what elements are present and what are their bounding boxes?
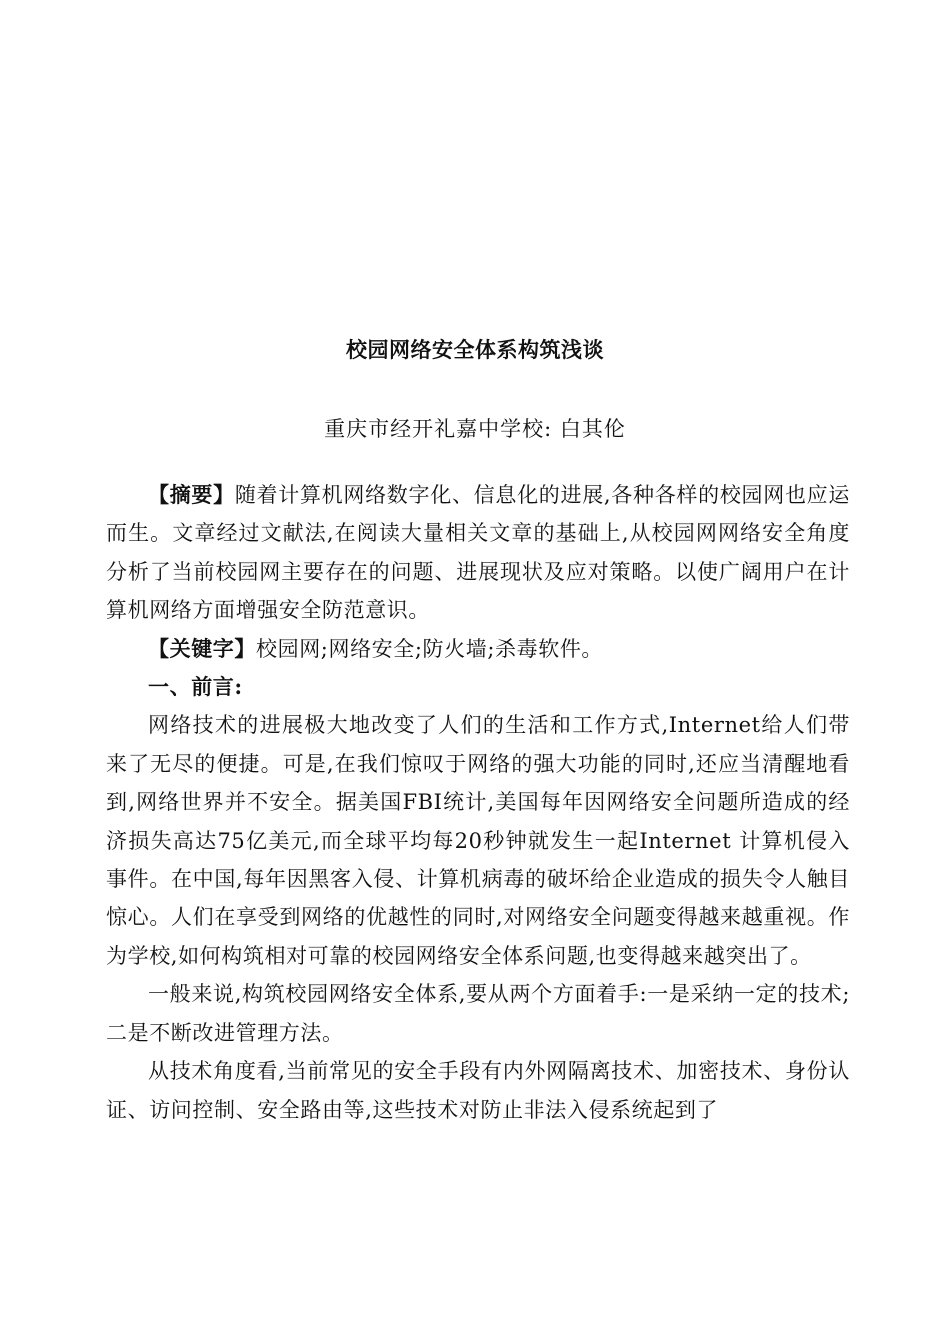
abstract-label: 【摘要】 bbox=[148, 482, 235, 507]
body-paragraph: 网络技术的进展极大地改变了人们的生活和工作方式,Internet给人们带来了无尽的便捷。可是,在我们惊叹于网络的强大功能的同时,还应当清醒地看到,网络世界并不安全。据美国FBI统计,美国每年因网络安全问题所造成的经济损失高达75亿美元,而全球平均每20秒钟就发生一起Internet 计算机侵入事件。在中国,每年因黑客入侵、计算机病毒的破坏给企业造成的损失令人触目惊心。人们在享受到网络的优越性的同时,对网络安全问题变得越来越重视。作为学校,如何构筑相对可靠的校园网络安全体系问题,也变得越来越突出了。 bbox=[106, 713, 850, 968]
section-heading: 一、前言: bbox=[148, 674, 243, 700]
body-paragraph: 一般来说,构筑校园网络安全体系,要从两个方面着手:一是采纳一定的技术;二是不断改进管理方法。 bbox=[106, 982, 850, 1045]
abstract-text: 随着计算机网络数字化、信息化的进展,各种各样的校园网也应运而生。文章经过文献法,在阅读大量相关文章的基础上,从校园网网络安全角度分析了当前校园网主要存在的问题、进展现状及应对策略。以使广阔用户在计算机网络方面增强安全防范意识。 bbox=[106, 483, 850, 623]
body-paragraph: 从技术角度看,当前常见的安全手段有内外网隔离技术、加密技术、身份认证、访问控制、安全路由等,这些技术对防止非法入侵系统起到了 bbox=[106, 1059, 850, 1122]
document-title: 校园网络安全体系构筑浅谈 bbox=[346, 337, 604, 362]
abstract-paragraph bbox=[106, 476, 850, 630]
document-body bbox=[106, 476, 850, 1129]
keywords-label: 【关键字】 bbox=[148, 635, 256, 661]
author-line: 重庆市经开礼嘉中学校: 白其伦 bbox=[324, 417, 626, 441]
keywords-paragraph bbox=[106, 630, 850, 668]
keywords-text: 校园网;网络安全;防火墙;杀毒软件。 bbox=[256, 636, 604, 661]
